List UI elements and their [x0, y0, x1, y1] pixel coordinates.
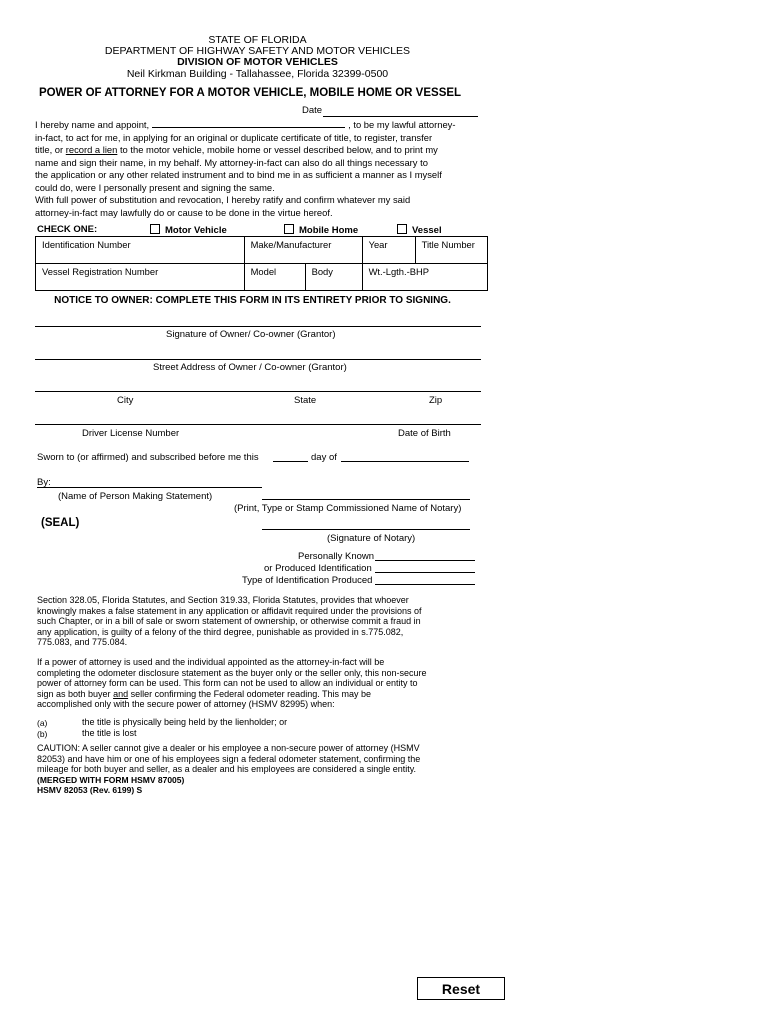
notice-to-owner: NOTICE TO OWNER: COMPLETE THIS FORM IN ITS ENTIRETY PRIOR TO SIGNING. [54, 295, 451, 306]
id-number-label: Identification Number [42, 239, 131, 250]
by-label: By: [37, 477, 51, 488]
and-underlined: and [113, 688, 129, 699]
year-cell[interactable] [362, 237, 415, 264]
appoint-text-2: in-fact, to act for me, in applying for an original or duplicate certificate of title, to register, transfer [35, 131, 433, 143]
odometer-line-part: seller confirming the Federal odometer reading. This may be [130, 688, 372, 699]
wt-cell[interactable] [362, 264, 487, 291]
mobile-home-label: Mobile Home [299, 225, 359, 236]
header-department: DEPARTMENT OF HIGHWAY SAFETY AND MOTOR VEHICLES [104, 45, 411, 57]
id-number-cell[interactable] [36, 237, 245, 264]
motor-vehicle-label: Motor Vehicle [165, 225, 227, 236]
table-row [36, 264, 488, 291]
license-dob-field[interactable] [35, 424, 481, 425]
item-a-label: (a) [37, 718, 48, 728]
attorney-name-field[interactable] [152, 118, 345, 128]
person-name-field[interactable] [37, 487, 262, 488]
motor-vehicle-option[interactable] [150, 224, 227, 236]
city-state-zip-field[interactable] [35, 391, 481, 392]
appoint-text-4: name and sign their name, in my behalf. My attorney-in-fact can also do all things necessary to [35, 156, 428, 168]
caution-paragraph [37, 743, 482, 775]
header-division: DIVISION OF MOTOR VEHICLES [177, 56, 338, 68]
make-cell[interactable] [244, 237, 362, 264]
type-id-field[interactable] [375, 584, 475, 585]
sworn-month-field[interactable] [341, 461, 469, 462]
personally-known-field[interactable] [375, 560, 475, 561]
check-one-label: CHECK ONE: [37, 224, 98, 235]
appoint-text-7: With full power of substitution and revocation, I hereby ratify and confirm whatever my said [35, 194, 411, 205]
appoint-text-3b: to the motor vehicle, mobile home or vessel described below, and to print my [119, 144, 438, 155]
zip-label: Zip [429, 395, 443, 406]
odometer-line: completing the odometer disclosure statement as the buyer only or the seller only, this non-secure [37, 667, 427, 678]
vessel-label: Vessel [412, 225, 442, 236]
odometer-line: If a power of attorney is used and the individual appointed as the attorney-in-fact will be [37, 657, 385, 667]
notary-signature-label: (Signature of Notary) [327, 533, 416, 544]
day-of-text: day of [311, 452, 337, 463]
header-state: STATE OF FLORIDA [208, 34, 307, 46]
statute-paragraph [37, 595, 477, 648]
name-person-label: (Name of Person Making Statement) [58, 491, 213, 502]
statute-line: knowingly makes a false statement in any application or affidavit required under the provisions of [37, 605, 422, 616]
appoint-text-3a: title, or [35, 144, 64, 155]
appoint-text-5: the application or any other related instrument and to bind me in as sufficient a manner as I myself [35, 169, 442, 180]
seal-label: (SEAL) [41, 517, 80, 529]
notary-name-label: (Print, Type or Stamp Commissioned Name of Notary) [234, 503, 462, 514]
owner-signature-field[interactable] [35, 326, 481, 327]
vessel-checkbox[interactable] [397, 224, 407, 234]
vehicle-info-table [35, 236, 488, 291]
appoint-text-1b: , to be my lawful attorney- [348, 119, 456, 130]
notary-name-field[interactable] [262, 499, 470, 500]
odometer-line-part: sign as both buyer [37, 688, 111, 699]
model-cell[interactable] [244, 264, 305, 291]
mobile-home-checkbox[interactable] [284, 224, 294, 234]
odometer-paragraph [37, 657, 477, 710]
vessel-reg-cell[interactable] [36, 264, 245, 291]
merged-note: (MERGED WITH FORM HSMV 87005) [37, 775, 185, 785]
city-label: City [117, 395, 134, 406]
owner-signature-label: Signature of Owner/ Co-owner (Grantor) [166, 329, 336, 340]
produced-id-label: or Produced Identification [264, 563, 372, 574]
dob-label: Date of Birth [398, 428, 451, 439]
vessel-option[interactable] [397, 224, 442, 236]
year-label: Year [368, 239, 388, 250]
wt-label: Wt.-Lgth.-BHP [368, 266, 430, 277]
type-id-label: Type of Identification Produced [242, 575, 373, 586]
odometer-line: power of attorney form can be used. This form can not be used to allow an individual or entity to [37, 678, 418, 688]
statute-line: Section 328.05, Florida Statutes, and Section 319.33, Florida Statutes, provides that whoever [37, 595, 409, 605]
personally-known-label: Personally Known [298, 551, 375, 562]
table-row [36, 237, 488, 264]
record-lien-text: record a lien [65, 144, 118, 155]
caution-line: 82053) and have him or one of his employees sign a federal odometer statement, confirming the [37, 753, 421, 764]
statute-line: 775.083, and 775.084. [37, 637, 128, 647]
appoint-text-1a: I hereby name and appoint, [35, 119, 150, 130]
appointment-paragraph [35, 118, 485, 219]
caution-line: CAUTION: A seller cannot give a dealer or his employee a non-secure power of attorney (HSMV [37, 743, 420, 753]
appoint-text-8: attorney-in-fact may lawfully do or cause to be done in the virtue hereof. [35, 206, 333, 218]
form-number: HSMV 82053 (Rev. 6199) S [37, 785, 143, 795]
sworn-day-field[interactable] [273, 461, 308, 462]
item-b-label: (b) [37, 729, 48, 739]
body-label: Body [311, 266, 333, 277]
caution-line: mileage for both buyer and seller, as a dealer and his employees are considered a single entity. [37, 764, 417, 774]
odometer-line: accomplished only with the secure power of attorney (HSMV 82995) when: [37, 699, 335, 709]
title-number-label: Title Number [421, 239, 475, 250]
form-title: POWER OF ATTORNEY FOR A MOTOR VEHICLE, MOBILE HOME OR VESSEL [38, 87, 462, 99]
date-field[interactable] [323, 116, 478, 117]
reset-button[interactable]: Reset [417, 977, 505, 1000]
appoint-text-6: could do, were I personally present and signing the same. [35, 181, 275, 193]
item-a-text: the title is physically being held by the lienholder; or [82, 717, 288, 727]
model-label: Model [250, 266, 277, 277]
notary-signature-field[interactable] [262, 529, 470, 530]
statute-line: any application, is guilty of a felony of the third degree, punishable as provided in s.775.082, [37, 626, 404, 637]
street-address-field[interactable] [35, 359, 481, 360]
body-cell[interactable] [305, 264, 362, 291]
motor-vehicle-checkbox[interactable] [150, 224, 160, 234]
sworn-text: Sworn to (or affirmed) and subscribed before me this [37, 452, 259, 463]
date-label: Date [302, 105, 323, 116]
header-address: Neil Kirkman Building - Tallahassee, Florida 32399-0500 [126, 68, 389, 80]
item-b-text: the title is lost [82, 728, 137, 738]
state-label: State [294, 395, 317, 406]
statute-line: such Chapter, or in a bill of sale or sworn statement of ownership, or otherwise commit a fraud in [37, 616, 421, 626]
vessel-reg-label: Vessel Registration Number [42, 266, 159, 277]
mobile-home-option[interactable] [284, 224, 358, 236]
make-label: Make/Manufacturer [250, 239, 332, 250]
title-number-cell[interactable] [415, 237, 487, 264]
driver-license-label: Driver License Number [82, 428, 180, 439]
produced-id-field[interactable] [375, 572, 475, 573]
street-address-label: Street Address of Owner / Co-owner (Grantor) [153, 362, 347, 373]
